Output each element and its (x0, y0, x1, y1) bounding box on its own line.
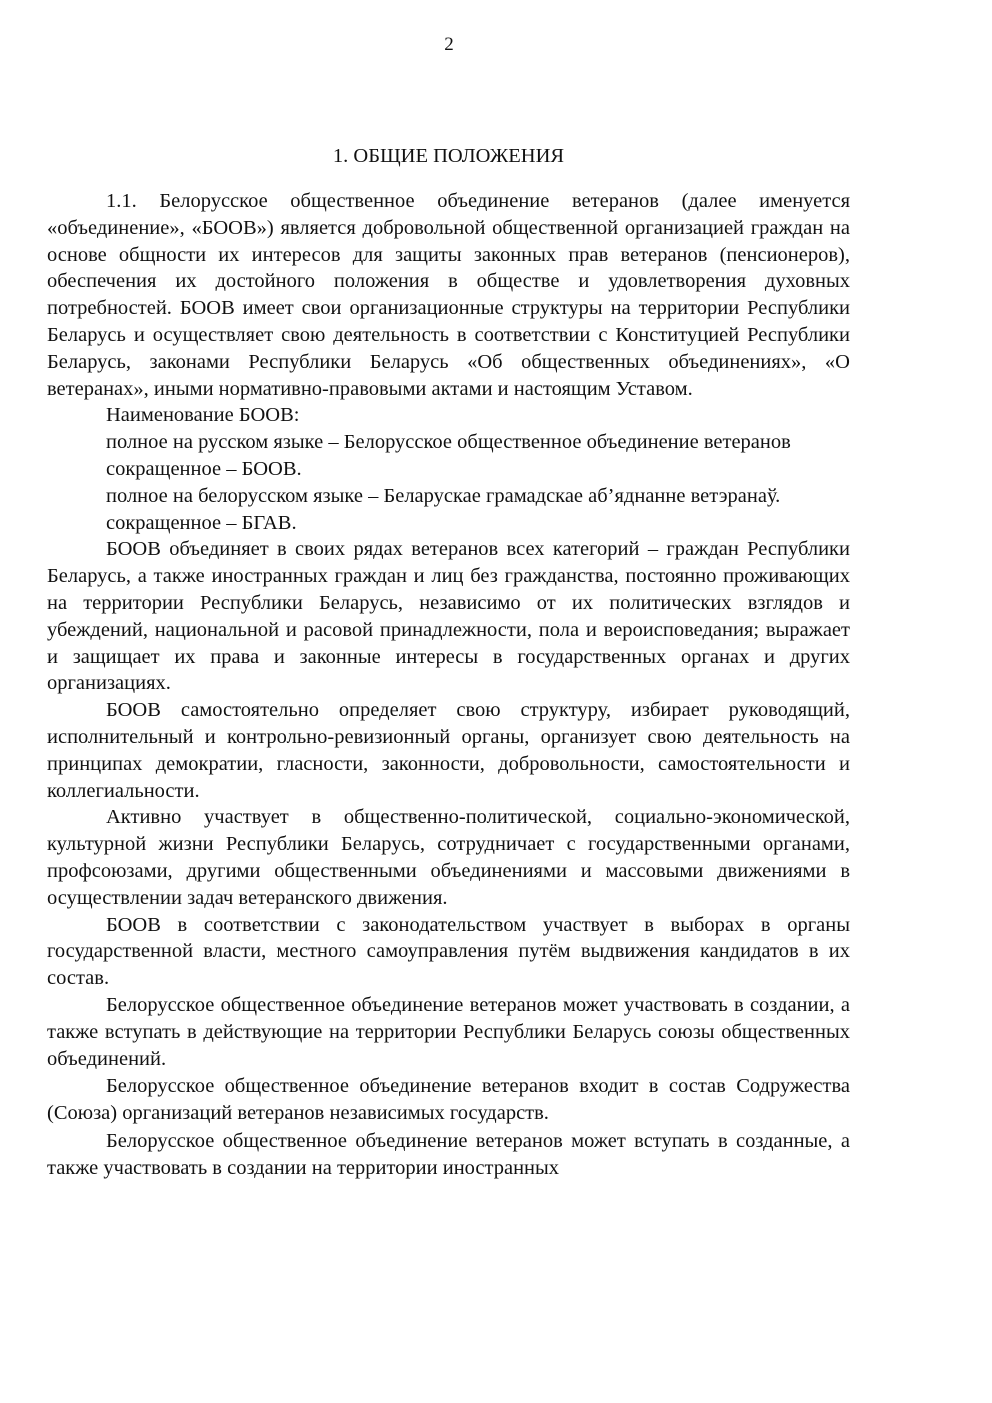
section-heading: 1. ОБЩИЕ ПОЛОЖЕНИЯ (332, 145, 565, 167)
paragraph-name-intro: Наименование БООВ: (106, 404, 300, 427)
paragraph-elections: БООВ в соответствии с законодательством участвует в выборах в органы государственной власти, местного самоуправления путём выдвижения кандидатов в их состав. (47, 913, 850, 990)
paragraph-structure: БООВ самостоятельно определяет свою структуру, избирает руководящий, исполнительный и контрольно-ревизионный органы, организует свою деятельность на принципах демократии, гласности, законности, добровольности, самостоятельности и коллегиальности. (47, 699, 850, 802)
paragraph-membership: БООВ объединяет в своих рядах ветеранов всех категорий – граждан Республики Беларусь, а также иностранных граждан и лиц без гражданства, постоянно проживающих на территории Республики Беларусь, независимо от их политических взглядов и убеждений, национальной и расовой принадлежности, пола и вероисповедания; выражает и защищает их права и законные интересы в государственных органах и других организациях. (47, 538, 850, 695)
paragraph-commonwealth: Белорусское общественное объединение ветеранов входит в состав Содружества (Союза) организаций ветеранов независимых государств. (47, 1075, 850, 1125)
paragraph-short-name-russian: сокращенное – БООВ. (106, 457, 302, 480)
paragraph-full-name-russian: полное на русском языке – Белорусское общественное объединение ветеранов (106, 431, 791, 454)
paragraph-participation: Активно участвует в общественно-политической, социально-экономической, культурной жизни Республики Беларусь, сотрудничает с государственными органами, профсоюзами, другими общественными объединениями и массовыми движениями в осуществлении задач ветеранского движения. (47, 806, 850, 909)
paragraph-unions: Белорусское общественное объединение ветеранов может участвовать в создании, а также вступать в действующие на территории Республики Беларусь союзы общественных объединений. (47, 993, 850, 1070)
paragraph-1-1: 1.1. Белорусское общественное объединение ветеранов (далее именуется «объединение», «БООВ») является добровольной общественной организацией граждан на основе общности их интересов для защиты законных прав ветеранов (пенсионеров), обеспечения их достойного положения в обществе и удовлетворения духовных потребностей. БООВ имеет свои организационные структуры на территории Республики Беларусь и осуществляет свою деятельность в соответствии с Конституцией Республики Беларусь, законами Республики Беларусь «Об общественных объединениях», «О ветеранах», иными нормативно-правовыми актами и настоящим Уставом. (47, 190, 850, 400)
paragraph-full-name-belarusian: полное на белорусском языке – Беларускае грамадскае аб’яднанне ветэранаў. (106, 484, 781, 507)
paragraph-international: Белорусское общественное объединение ветеранов может вступать в созданные, а также участвовать в создании на территории иностранных (47, 1129, 850, 1179)
document-body (47, 188, 850, 1181)
paragraph-short-name-belarusian: сокращенное – БГАВ. (106, 511, 297, 534)
page-number: 2 (444, 34, 454, 55)
